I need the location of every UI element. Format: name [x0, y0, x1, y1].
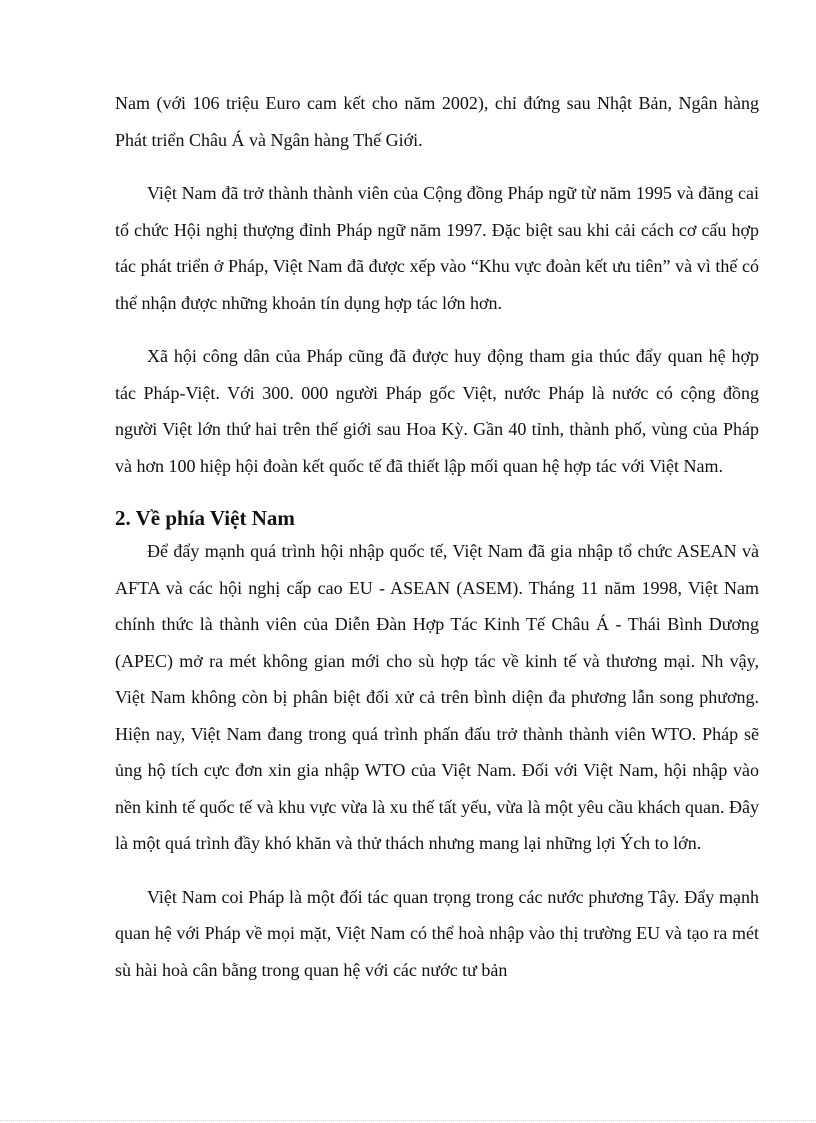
paragraph-francophonie: Việt Nam đã trở thành thành viên của Cộng đồng Pháp ngữ từ năm 1995 và đăng cai tổ chức Hội nghị thượng đỉnh Pháp ngữ năm 1997. Đặc biệt sau khi cải cách cơ cấu hợp tác phát triển ở Pháp, Việt Nam đã được xếp vào “Khu vực đoàn kết ưu tiên” và vì thế có thể nhận được những khoản tín dụng hợp tác lớn hơn.	[115, 183, 759, 313]
document-body	[115, 85, 759, 1005]
paragraph-continuation: Nam (với 106 triệu Euro cam kết cho năm 2002), chỉ đứng sau Nhật Bản, Ngân hàng Phát triển Châu Á và Ngân hàng Thế Giới.	[115, 93, 759, 150]
paragraph-partnership: Việt Nam coi Pháp là một đối tác quan trọng trong các nước phương Tây. Đẩy mạnh quan hệ với Pháp về mọi mặt, Việt Nam có thể hoà nhập vào thị trường EU và tạo ra mét sù hài hoà cân bằng trong quan hệ với các nước tư bản	[115, 886, 759, 980]
page-bottom-divider	[0, 1120, 816, 1121]
paragraph-civil-society: Xã hội công dân của Pháp cũng đã được huy động tham gia thúc đẩy quan hệ hợp tác Pháp-Việt. Với 300. 000 người Pháp gốc Việt, nước Pháp là nước có cộng đồng người Việt lớn thứ hai trên thế giới sau Hoa Kỳ. Gần 40 tỉnh, thành phố, vùng của Pháp và hơn 100 hiệp hội đoàn kết quốc tế đã thiết lập mối quan hệ hợp tác với Việt Nam.	[115, 346, 759, 476]
section-heading: 2. Về phía Việt Nam	[115, 506, 295, 530]
paragraph-integration: Để đẩy mạnh quá trình hội nhập quốc tế, Việt Nam đã gia nhập tổ chức ASEAN và AFTA và các hội nghị cấp cao EU - ASEAN (ASEM). Tháng 11 năm 1998, Việt Nam chính thức là thành viên của Diễn Đàn Hợp Tác Kinh Tế Châu Á - Thái Bình Dương (APEC) mở ra mét không gian mới cho sù hợp tác về kinh tế và thương mại. Nh vậy, Việt Nam không còn bị phân biệt đối xử cả trên bình diện đa phương lẫn song phương. Hiện nay, Việt Nam đang trong quá trình phấn đấu trở thành thành viên WTO. Pháp sẽ ủng hộ tích cực đơn xin gia nhập WTO của Việt Nam. Đối với Việt Nam, hội nhập vào nền kinh tế quốc tế và khu vực vừa là xu thế tất yếu, vừa là một yêu cầu khách quan. Đây là một quá trình đầy khó khăn và thử thách nhưng mang lại những lợi Ých to lớn.	[115, 541, 759, 853]
